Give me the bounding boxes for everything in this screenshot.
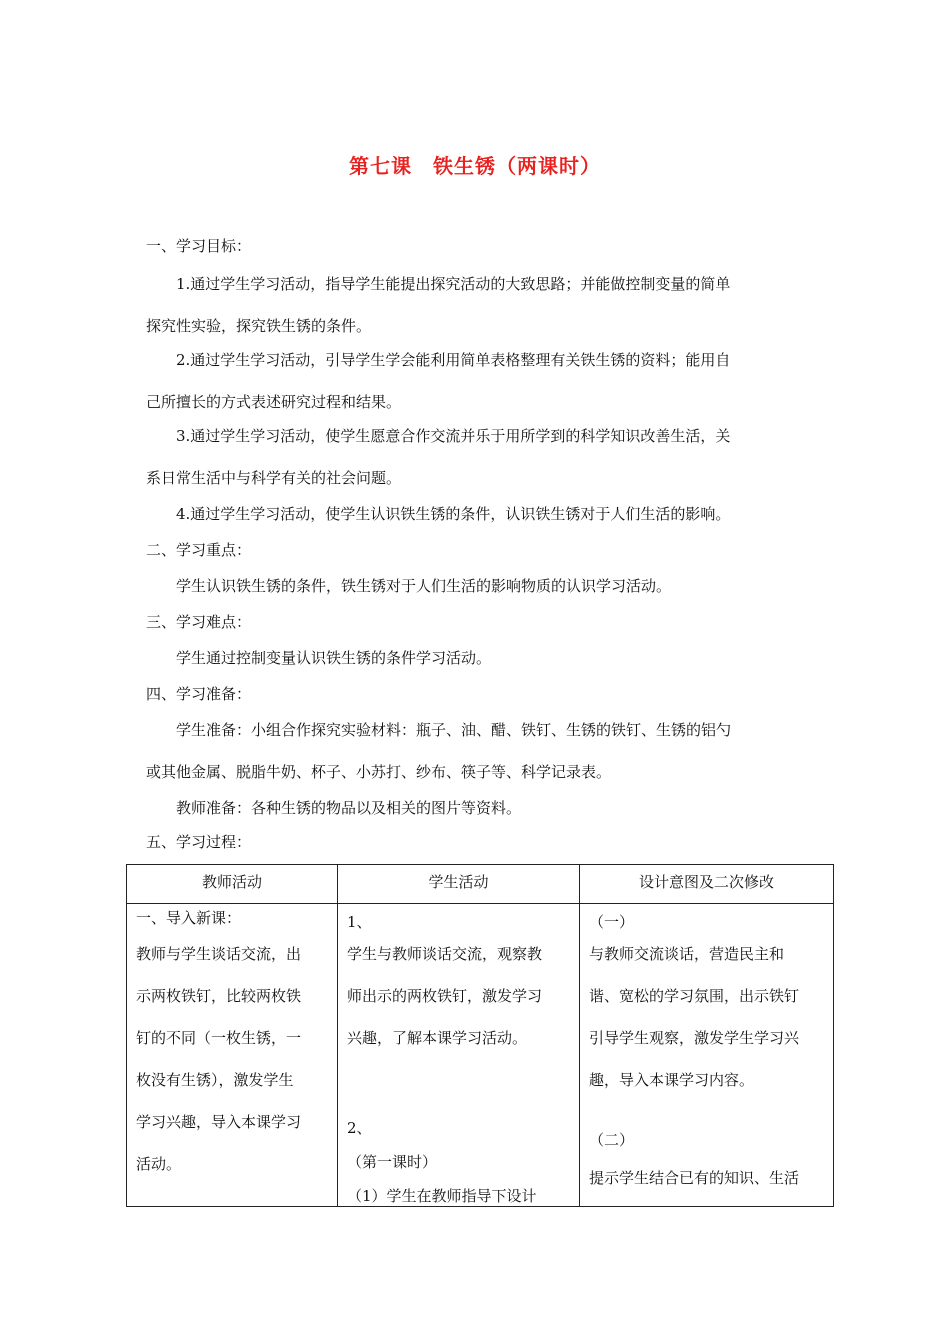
teacher-line-6: 学习兴趣，导入本课学习 — [136, 1113, 302, 1131]
table-row — [127, 904, 834, 1207]
section-heading-preparation: 四、学习准备： — [146, 685, 252, 703]
student-line-7: （1）学生在教师指导下设计 — [347, 1187, 537, 1205]
teacher-line-5: 枚没有生锈），激发学生 — [136, 1071, 294, 1089]
teacher-line-4: 钉的不同（一枚生锈，一 — [136, 1029, 302, 1047]
objective-1-line-1: 1.通过学生学习活动，指导学生能提出探究活动的大致思路；并能做控制变量的简单 — [176, 275, 731, 293]
process-table — [126, 864, 834, 1207]
design-line-6: （二） — [589, 1131, 635, 1149]
lesson-title: 第七课 铁生锈（两课时） — [349, 154, 601, 178]
student-prep-line-2: 或其他金属、脱脂牛奶、杯子、小苏打、纱布、筷子等、科学记录表。 — [146, 763, 612, 781]
design-line-7: 提示学生结合已有的知识、生活 — [589, 1169, 800, 1187]
design-intent-cell — [580, 904, 834, 1207]
design-line-5: 趣，导入本课学习内容。 — [589, 1071, 755, 1089]
student-prep-line-1: 学生准备：小组合作探究实验材料：瓶子、油、醋、铁钉、生锈的铁钉、生锈的铝勺 — [176, 721, 732, 739]
student-line-4: 兴趣，了解本课学习活动。 — [347, 1029, 528, 1047]
teacher-line-2: 教师与学生谈话交流，出 — [136, 945, 302, 963]
design-line-1: （一） — [589, 913, 635, 931]
student-line-5: 2、 — [347, 1119, 372, 1137]
difficulties-text: 学生通过控制变量认识铁生锈的条件学习活动。 — [176, 649, 492, 667]
design-line-2: 与教师交流谈话，营造民主和 — [589, 945, 785, 963]
objective-4-line-1: 4.通过学生学习活动，使学生认识铁生锈的条件，认识铁生锈对于人们生活的影响。 — [176, 505, 731, 523]
teacher-line-7: 活动。 — [136, 1155, 182, 1173]
teacher-prep-text: 教师准备：各种生锈的物品以及相关的图片等资料。 — [176, 799, 522, 817]
objective-2-line-2: 己所擅长的方式表述研究过程和结果。 — [146, 393, 402, 411]
key-points-text: 学生认识铁生锈的条件，铁生锈对于人们生活的影响物质的认识学习活动。 — [176, 577, 672, 595]
objective-1-line-2: 探究性实验，探究铁生锈的条件。 — [146, 317, 372, 335]
section-heading-objectives: 一、学习目标： — [146, 237, 252, 255]
student-activity-cell — [338, 904, 580, 1207]
student-line-6: （第一课时） — [347, 1153, 438, 1171]
header-student-activity: 学生活动 — [338, 865, 580, 904]
student-line-3: 师出示的两枚铁钉，激发学习 — [347, 987, 543, 1005]
table-header-row — [127, 865, 834, 904]
student-line-1: 1、 — [347, 913, 372, 931]
objective-3-line-1: 3.通过学生学习活动，使学生愿意合作交流并乐于用所学到的科学知识改善生活，关 — [176, 427, 731, 445]
header-design-intent: 设计意图及二次修改 — [580, 865, 834, 904]
section-heading-difficulties: 三、学习难点： — [146, 613, 252, 631]
design-line-3: 谐、宽松的学习氛围，出示铁钉 — [589, 987, 800, 1005]
teacher-activity-cell — [127, 904, 338, 1207]
design-line-4: 引导学生观察，激发学生学习兴 — [589, 1029, 800, 1047]
teacher-line-3: 示两枚铁钉，比较两枚铁 — [136, 987, 302, 1005]
teacher-line-1: 一、导入新课： — [136, 909, 242, 927]
objective-2-line-1: 2.通过学生学习活动，引导学生学会能利用简单表格整理有关铁生锈的资料；能用自 — [176, 351, 731, 369]
header-teacher-activity: 教师活动 — [127, 865, 338, 904]
student-line-2: 学生与教师谈话交流，观察教 — [347, 945, 543, 963]
section-heading-process: 五、学习过程： — [146, 833, 252, 851]
objective-3-line-2: 系日常生活中与科学有关的社会问题。 — [146, 469, 402, 487]
section-heading-key-points: 二、学习重点： — [146, 541, 252, 559]
